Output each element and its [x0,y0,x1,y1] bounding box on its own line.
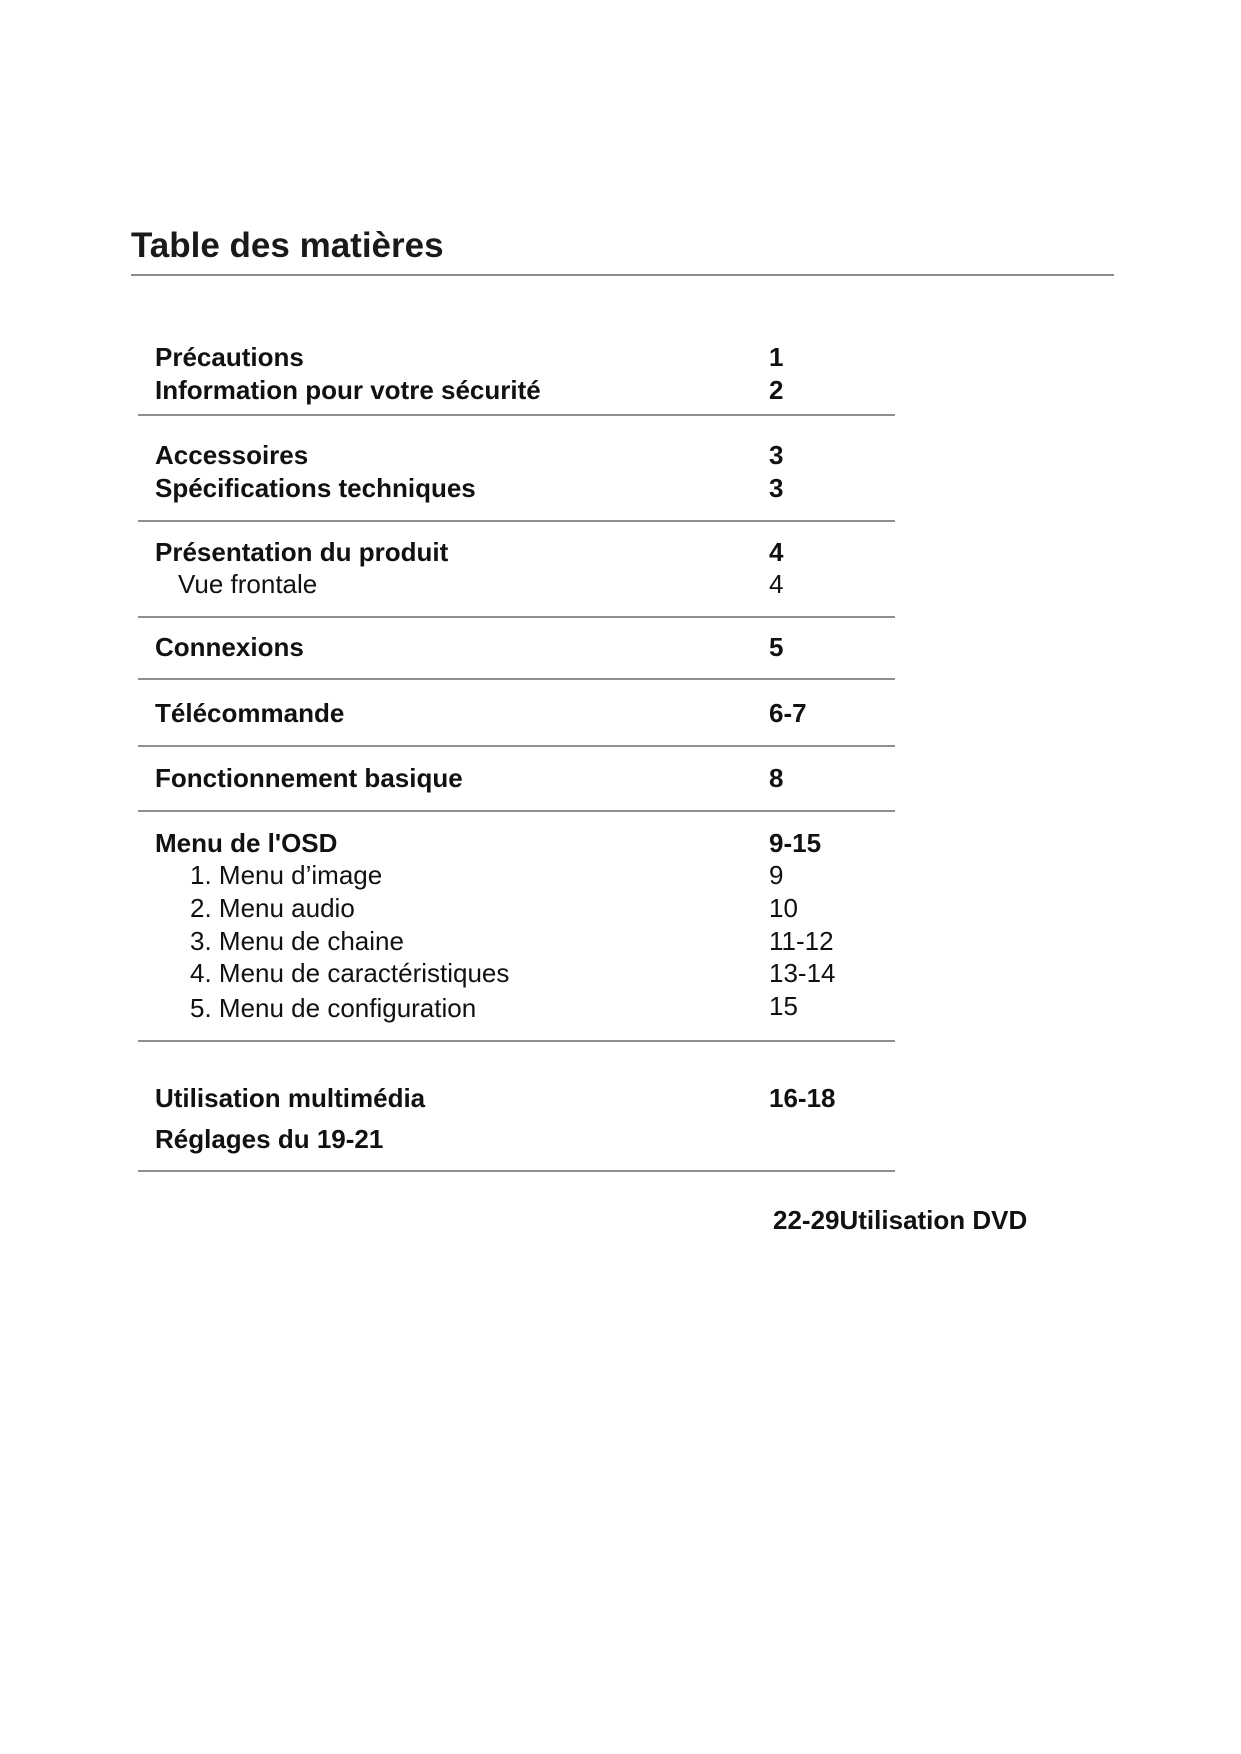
toc-page-menu-chaine: 11-12 [769,926,834,956]
toc-page-menu-osd: 9-15 [769,828,822,858]
toc-entry-menu-audio: 2. Menu audio [190,893,355,923]
section-divider [138,678,895,680]
toc-page-accessoires: 3 [769,440,784,470]
section-divider [138,414,895,416]
toc-entry-telecommande: Télécommande [155,698,345,728]
section-divider [138,1040,895,1042]
section-divider [138,810,895,812]
page-title: Table des matières [131,226,444,265]
toc-page-menu-audio: 10 [769,893,798,923]
section-divider [138,520,895,522]
toc-entry-securite: Information pour votre sécurité [155,375,541,405]
toc-entry-menu-image: 1. Menu d’image [190,860,383,890]
toc-entry-multimedia: Utilisation multimédia [155,1083,426,1113]
toc-page-connexions: 5 [769,632,784,662]
toc-entry-menu-caracteristiques: 4. Menu de caractéristiques [190,958,510,988]
toc-entry-specifications: Spécifications techniques [155,473,476,503]
toc-page-multimedia: 16-18 [769,1083,836,1113]
toc-page-precautions: 1 [769,342,784,372]
toc-entry-vue-frontale: Vue frontale [178,569,318,599]
toc-entry-menu-configuration: 5. Menu de configuration [190,993,477,1023]
toc-entry-accessoires: Accessoires [155,440,309,470]
toc-entry-menu-osd: Menu de l'OSD [155,828,338,858]
toc-page-fonctionnement: 8 [769,763,784,793]
toc-page-specifications: 3 [769,473,784,503]
toc-page-menu-caracteristiques: 13-14 [769,958,836,988]
toc-entry-menu-chaine: 3. Menu de chaine [190,926,404,956]
toc-page-vue-frontale: 4 [769,569,784,599]
toc-entry-fonctionnement: Fonctionnement basique [155,763,463,793]
section-divider [138,1170,895,1172]
toc-entry-reglages: Réglages du 19-21 [155,1124,384,1154]
toc-entry-presentation: Présentation du produit [155,537,449,567]
toc-page-securite: 2 [769,375,784,405]
toc-page-menu-configuration: 15 [769,991,798,1021]
toc-entry-connexions: Connexions [155,632,304,662]
toc-entry-dvd: 22-29Utilisation DVD [773,1205,1028,1235]
section-divider [138,616,895,618]
toc-page-presentation: 4 [769,537,784,567]
toc-entry-precautions: Précautions [155,342,304,372]
section-divider [138,745,895,747]
toc-page-menu-image: 9 [769,860,784,890]
toc-page-telecommande: 6-7 [769,698,807,728]
